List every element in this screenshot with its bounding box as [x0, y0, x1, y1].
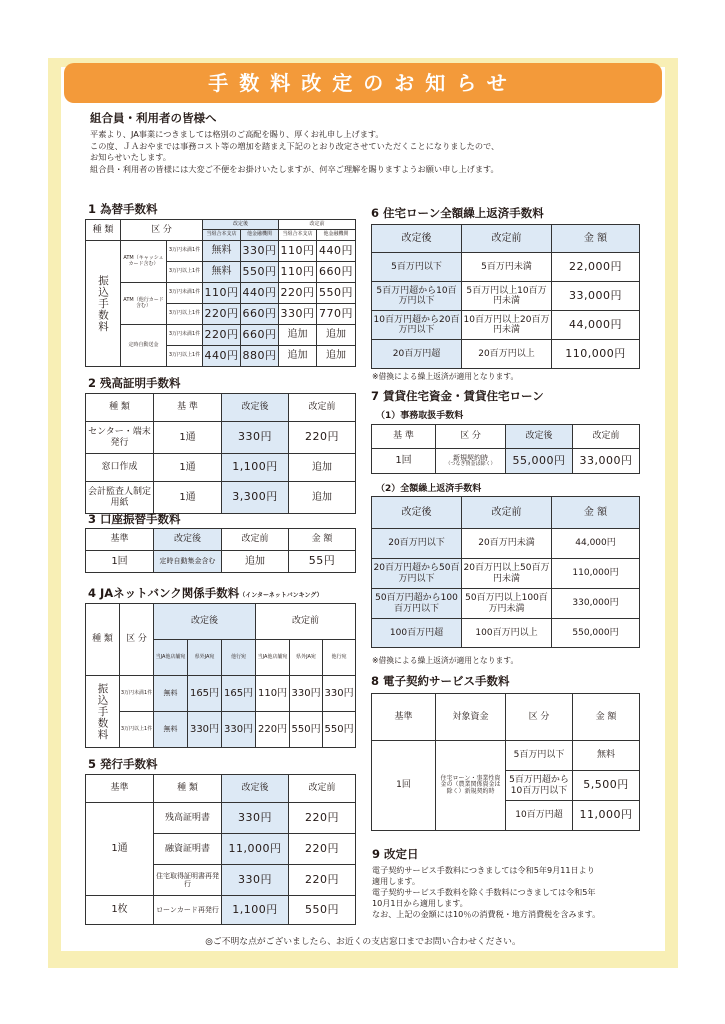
header-amount: 金 額 — [552, 225, 640, 253]
header-type: 種 類 — [86, 220, 121, 241]
header-after: 改定後 — [372, 225, 462, 253]
header-amount: 金 額 — [289, 529, 356, 551]
row-amount: 330,000円 — [552, 589, 640, 619]
fee-cell: 無料 — [573, 741, 640, 771]
fee-cell: 11,000円 — [222, 834, 289, 865]
header-division: 区 分 — [506, 694, 573, 741]
bridge-excluded: （つなぎ資金は除く） — [445, 461, 496, 468]
row-before: 20百万円以上50百万円未満 — [462, 559, 552, 589]
header-other-bank: 他金融機関 — [241, 230, 279, 241]
header-type: 種 類 — [86, 604, 120, 676]
fee-cell: 440円 — [317, 241, 356, 262]
fee-cell: 110円 — [256, 676, 290, 712]
fee-cell: 5,500円 — [573, 771, 640, 801]
fee-cell: 330円 — [222, 865, 289, 896]
effective-date-line: 適用します。 — [372, 876, 420, 886]
footer-contact: ◎ご不明な点がございましたら、お近くの支店窓口までお問い合わせください。 — [205, 937, 521, 947]
header-basis: 基準 — [86, 775, 154, 803]
fee-cell: 110円 — [203, 283, 241, 304]
under-30k: 3万円未満1件 — [120, 676, 154, 712]
header-own-bank: 当組合本支店 — [279, 230, 317, 241]
header-before: 改定前 — [462, 225, 552, 253]
rental-handling-fee-table — [371, 424, 640, 474]
intro-line: 平素より、JA事業につきましては格別のご高配を賜り、厚くお礼申し上げます。 — [90, 129, 384, 139]
new-contract: 新規契約時 — [453, 454, 488, 463]
fee-cell: 3,300円 — [222, 482, 289, 514]
rental-prepay-table — [371, 496, 640, 648]
row-basis: 1回 — [372, 741, 436, 831]
over-30k: 3万円以上1件 — [167, 262, 203, 283]
row-label: 融資証明書 — [154, 834, 222, 865]
section-9-heading: 9 改定日 — [372, 847, 419, 861]
header-division: 区 分 — [436, 425, 506, 449]
row-amount: 44,000円 — [552, 311, 640, 340]
fee-cell: 1,100円 — [222, 454, 289, 482]
row-before: 100百万円以上 — [462, 619, 552, 648]
fee-cell: 追加 — [317, 325, 356, 346]
row-division — [436, 449, 506, 474]
section-7-heading: 7 賃貸住宅資金・賃貸住宅ローン — [371, 389, 544, 403]
header-after: 改定後 — [222, 394, 289, 422]
header-after: 改定後 — [154, 604, 256, 640]
header-basis: 基 準 — [372, 425, 436, 449]
fee-cell: 無料 — [154, 712, 188, 748]
account-transfer-table — [85, 528, 356, 573]
row-after: 5百万円以下 — [372, 253, 462, 282]
row-amount: 110,000円 — [552, 340, 640, 369]
fee-cell: 1,100円 — [222, 896, 289, 925]
row-amount: 22,000円 — [552, 253, 640, 282]
fee-cell: 330円 — [279, 304, 317, 325]
section-3-heading: 3 口座振替手数料 — [88, 512, 181, 526]
header-fund: 対象資金 — [436, 694, 506, 741]
section-1-heading: 1 為替手数料 — [88, 202, 158, 216]
unit-per-card: 1枚 — [86, 896, 154, 925]
section-8-heading: 8 電子契約サービス手数料 — [371, 674, 510, 688]
fee-cell: 550円 — [290, 712, 323, 748]
row-before: 20百万円未満 — [462, 529, 552, 559]
section-7-sub2: （2）全額繰上返済手数料 — [376, 484, 482, 494]
header-before: 改定前 — [289, 775, 356, 803]
row-after: 定時自動集金含む — [154, 551, 222, 573]
fee-cell: 770円 — [317, 304, 356, 325]
section-4-title: 4 JAネットバンク関係手数料 — [88, 586, 240, 600]
fee-cell: 330円 — [241, 241, 279, 262]
under-30k: 3万円未満1件 — [167, 325, 203, 346]
header-own-bank: 当組合本支店 — [203, 230, 241, 241]
fee-cell: 追加 — [317, 346, 356, 367]
effective-date-line: 10月1日から適用します。 — [372, 898, 468, 908]
header-amount: 金 額 — [552, 497, 640, 529]
header-type: 種 類 — [154, 775, 222, 803]
row-basis: 1回 — [86, 551, 154, 573]
header-division: 区 分 — [120, 604, 154, 676]
intro-line: お知らせいたします。 — [90, 152, 171, 162]
header-after: 改定後 — [222, 775, 289, 803]
fee-cell: 110円 — [279, 262, 317, 283]
fee-cell: 660円 — [241, 325, 279, 346]
section-2-heading: 2 残高証明手数料 — [88, 376, 181, 390]
row-before: 10百万円以上20百万円未満 — [462, 311, 552, 340]
row-before: 5百万円未満 — [462, 253, 552, 282]
fee-cell: 550円 — [317, 283, 356, 304]
fee-cell: 330円 — [222, 803, 289, 834]
row-amount: 44,000円 — [552, 529, 640, 559]
fee-cell: 440円 — [241, 283, 279, 304]
fee-cell: 220円 — [289, 834, 356, 865]
header-own-ja: 当JA他店舗宛 — [256, 640, 290, 676]
fee-cell: 無料 — [154, 676, 188, 712]
header-other-bank: 他行宛 — [222, 640, 256, 676]
fee-cell: 無料 — [203, 241, 241, 262]
intro-line: 組合員・利用者の皆様には大変ご不便をお掛けいたしますが、何卒ご理解を賜りますようお願い申し上げます。 — [90, 163, 499, 174]
row-amount: 110,000円 — [552, 559, 640, 589]
type-transfer: 振込手数料 — [86, 241, 121, 367]
header-basis: 基準 — [86, 529, 154, 551]
intro-line: この度、ＪＡおやまでは事務コスト等の増加を踏まえ下記のとおり改定させていただくことになりましたので、 — [90, 140, 500, 151]
row-after: 100百万円超 — [372, 619, 462, 648]
fee-cell: 220円 — [279, 283, 317, 304]
header-before: 改定前 — [256, 604, 356, 640]
row-basis: 1通 — [154, 454, 222, 482]
fee-cell: 550円 — [323, 712, 356, 748]
fee-cell: 660円 — [241, 304, 279, 325]
category-scheduled: 定時自動送金 — [121, 325, 167, 367]
header-own-ja: 当JA他店舗宛 — [154, 640, 188, 676]
fee-cell: 追加 — [279, 325, 317, 346]
fee-cell: 220円 — [256, 712, 290, 748]
fee-cell: 330円 — [222, 712, 256, 748]
netbank-fee-table — [85, 603, 356, 748]
fee-cell: 追加 — [279, 346, 317, 367]
fee-cell: 33,000円 — [573, 449, 640, 474]
e-contract-fee-table — [371, 693, 640, 831]
header-other-bank: 他行宛 — [323, 640, 356, 676]
fee-cell: 55,000円 — [506, 449, 573, 474]
row-after: 5百万円超から10百万円以下 — [372, 282, 462, 311]
fee-cell: 220円 — [289, 422, 356, 454]
home-loan-prepay-table — [371, 224, 640, 369]
row-division: 10百万円超 — [506, 801, 573, 831]
fee-cell: 追加 — [289, 482, 356, 514]
row-label: 会計監査人制定用紙 — [86, 482, 154, 514]
header-division: 区 分 — [121, 220, 203, 241]
fee-cell: 220円 — [203, 325, 241, 346]
fee-cell: 550円 — [289, 896, 356, 925]
row-label: 残高証明書 — [154, 803, 222, 834]
row-after: 20百万円超から50百万円以下 — [372, 559, 462, 589]
effective-date-line: なお、上記の金額には10％の消費税・地方消費税を含みます。 — [372, 909, 601, 919]
header-other-pref-ja: 県外JA宛 — [290, 640, 323, 676]
header-after: 改定後 — [203, 220, 279, 230]
header-type: 種 類 — [86, 394, 154, 422]
row-basis: 1回 — [372, 449, 436, 474]
row-label: 住宅取得証明書再発行 — [154, 865, 222, 896]
row-basis: 1通 — [154, 482, 222, 514]
fee-cell: 11,000円 — [573, 801, 640, 831]
header-basis: 基準 — [372, 694, 436, 741]
row-before: 20百万円以上 — [462, 340, 552, 369]
fee-cell: 165円 — [222, 676, 256, 712]
fee-cell: 330円 — [323, 676, 356, 712]
page-title: 手数料改定のお知らせ — [64, 63, 662, 103]
section-9 — [372, 846, 657, 920]
row-amount: 550,000円 — [552, 619, 640, 648]
under-30k: 3万円未満1件 — [167, 241, 203, 262]
row-amount: 55円 — [289, 551, 356, 573]
header-before: 改定前 — [222, 529, 289, 551]
header-after: 改定後 — [506, 425, 573, 449]
header-before: 改定前 — [279, 220, 356, 230]
header-other-pref-ja: 県外JA宛 — [188, 640, 222, 676]
row-label: ローンカード再発行 — [154, 896, 222, 925]
fee-cell: 220円 — [289, 803, 356, 834]
header-after: 改定後 — [154, 529, 222, 551]
fee-cell: 440円 — [203, 346, 241, 367]
row-after: 20百万円以下 — [372, 529, 462, 559]
effective-date-line: 電子契約サービス手数料を除く手数料につきましては令和5年 — [372, 887, 596, 897]
row-before: 50百万円以上100百万円未満 — [462, 589, 552, 619]
fee-cell: 330円 — [188, 712, 222, 748]
fee-cell: 無料 — [203, 262, 241, 283]
row-label: 窓口作成 — [86, 454, 154, 482]
row-amount: 33,000円 — [552, 282, 640, 311]
fee-cell: 220円 — [203, 304, 241, 325]
intro — [90, 110, 650, 175]
header-other-bank: 他金融機関 — [317, 230, 356, 241]
header-amount: 金 額 — [573, 694, 640, 741]
header-before: 改定前 — [462, 497, 552, 529]
row-basis: 1通 — [154, 422, 222, 454]
section-4-heading — [88, 585, 323, 601]
section-6-heading: 6 住宅ローン全額繰上返済手数料 — [371, 206, 544, 220]
fee-cell: 追加 — [289, 454, 356, 482]
fee-cell: 220円 — [289, 865, 356, 896]
row-after: 10百万円超から20百万円以下 — [372, 311, 462, 340]
row-label: センター・端末発行 — [86, 422, 154, 454]
transfer-fee-table — [85, 219, 356, 367]
row-after: 50百万円超から100百万円以下 — [372, 589, 462, 619]
row-division: 5百万円以下 — [506, 741, 573, 771]
over-30k: 3万円以上1件 — [120, 712, 154, 748]
unit-per-copy: 1通 — [86, 803, 154, 896]
header-before: 改定前 — [289, 394, 356, 422]
row-division: 5百万円超から10百万円以下 — [506, 771, 573, 801]
over-30k: 3万円以上1件 — [167, 346, 203, 367]
header-basis: 基 準 — [154, 394, 222, 422]
row-before: 5百万円以上10百万円未満 — [462, 282, 552, 311]
section-7-note: ※借換による繰上返済が適用となります。 — [372, 656, 519, 665]
fee-cell: 110円 — [279, 241, 317, 262]
header-before: 改定前 — [573, 425, 640, 449]
fee-cell: 330円 — [290, 676, 323, 712]
fee-cell: 165円 — [188, 676, 222, 712]
section-7-sub1: （1）事務取扱手数料 — [376, 411, 464, 421]
row-before: 追加 — [222, 551, 289, 573]
row-after: 20百万円超 — [372, 340, 462, 369]
over-30k: 3万円以上1件 — [167, 304, 203, 325]
balance-cert-table — [85, 393, 356, 514]
category-atm-own: ATM（キャッシュカード含む） — [121, 241, 167, 283]
fee-cell: 550円 — [241, 262, 279, 283]
section-4-subtitle: （インターネットバンキング） — [239, 592, 323, 599]
section-5-heading: 5 発行手数料 — [88, 757, 158, 771]
header-after: 改定後 — [372, 497, 462, 529]
greeting: 組合員・利用者の皆様へ — [90, 111, 217, 125]
issuance-fee-table — [85, 774, 356, 925]
type-transfer: 振込手数料 — [86, 676, 120, 748]
fee-cell: 330円 — [222, 422, 289, 454]
fee-cell: 660円 — [317, 262, 356, 283]
category-atm-other: ATM（他行カード含む） — [121, 283, 167, 325]
fee-cell: 880円 — [241, 346, 279, 367]
section-6-note: ※借換による繰上返済が適用となります。 — [372, 372, 519, 381]
under-30k: 3万円未満1件 — [167, 283, 203, 304]
effective-date-line: 電子契約サービス手数料につきましては令和5年9月11日より — [372, 865, 595, 875]
target-fund: 住宅ローン・事業性資金の（農業関係資金は除く）新規契約時 — [436, 741, 506, 831]
